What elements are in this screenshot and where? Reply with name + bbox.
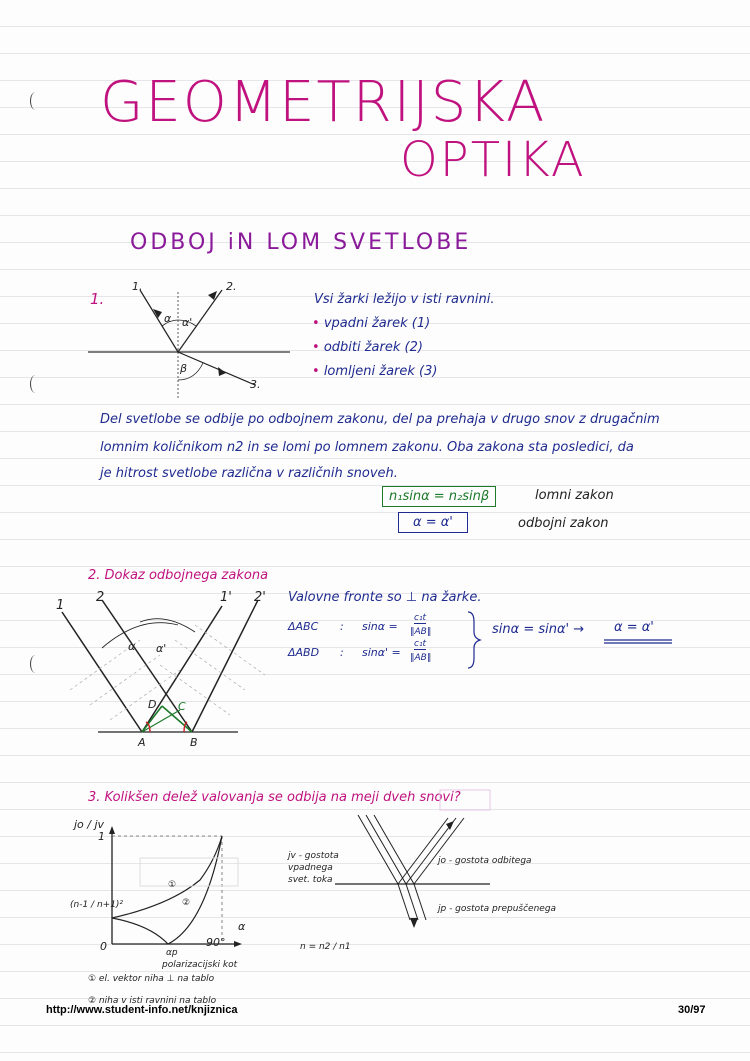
polarization-angle: polarizacijski kot <box>162 960 238 970</box>
ray-label-1: 1. <box>132 280 143 293</box>
formula-refraction: n₁sinα = n₂sinβ <box>389 489 490 504</box>
point-A: A <box>138 736 146 749</box>
footer-url[interactable]: http://www.student-info.net/knjiznica <box>46 1004 238 1016</box>
graph-x-ninety: 90° <box>206 936 226 949</box>
graph-y-ratio: (n-1 / n+1)² <box>70 900 124 910</box>
proof-angle-alpha: α <box>128 640 136 653</box>
n-ratio: n = n2 / n1 <box>300 942 351 952</box>
section2-intro: Valovne fronte so ⊥ na žarke. <box>288 590 482 605</box>
note-1: ① el. vektor niha ⊥ na tablo <box>88 974 215 984</box>
y-axis-arrow <box>109 826 115 834</box>
conclusion: sinα = sinα' → <box>492 622 585 637</box>
triangle-abd: ΔABD <box>288 646 320 659</box>
eq2-num: c₁t <box>414 639 427 649</box>
x-axis-arrow <box>234 941 242 947</box>
section3-heading: 3. Kolikšen delež valovanja se odbija na meji dveh snovi? <box>88 790 461 805</box>
point-C: C <box>178 700 186 713</box>
section-heading: ODBOJ iN LOM SVETLOBE <box>130 230 472 255</box>
eq1-lhs: sinα = <box>362 620 398 633</box>
formula-reflection: α = α' <box>413 515 453 530</box>
paragraph-line-2: lomnim količnikom n2 in se lomi po lomnem zakonu. Oba zakona sta posledici, da <box>100 440 634 455</box>
alpha-p: αp <box>166 948 178 958</box>
graph-y-one: 1 <box>98 830 105 843</box>
note-2: ② niha v isti ravnini na tablo <box>88 996 217 1006</box>
label-refraction-law: lomni zakon <box>535 488 614 503</box>
result: α = α' <box>614 620 654 635</box>
proof-label-2p: 2' <box>254 590 266 605</box>
colon-1: : <box>340 620 344 633</box>
proof-label-1p: 1' <box>220 590 232 605</box>
section2-heading: 2. Dokaz odbojnega zakona <box>88 568 269 583</box>
curve-label-1: ① <box>168 880 177 890</box>
angle-alpha: α <box>164 312 172 325</box>
proof-label-1: 1 <box>56 598 65 613</box>
ghost-box <box>140 858 238 886</box>
angle-beta: β <box>180 362 188 375</box>
page-title-line2: OPTIKA <box>400 132 586 188</box>
point-B: B <box>190 736 198 749</box>
paragraph-line-3: je hitrost svetlobe različna v različnih snoveh. <box>100 466 398 481</box>
proof-angle-alpha-prime: α' <box>156 642 167 655</box>
section1-intro: Vsi žarki ležijo v isti ravnini. <box>314 292 495 307</box>
section1-number: 1. <box>90 290 105 308</box>
graph-y-label: jo / jv <box>74 818 105 831</box>
jv-label: jv - gostota vpadnega svet. toka <box>288 851 339 885</box>
label-reflection-law: odbojni zakon <box>518 516 609 531</box>
graph-x-zero: 0 <box>100 940 107 953</box>
angle-alpha-prime: α' <box>182 316 193 329</box>
paragraph-line-1: Del svetlobe se odbije po odbojnem zakonu, del pa prehaja v drugo snov z drugačnim <box>100 412 660 427</box>
proof-label-2: 2 <box>96 590 105 605</box>
jp-label: jp - gostota prepuščenega <box>438 904 557 914</box>
ray-label-2: 2. <box>226 280 237 293</box>
curve-1 <box>112 836 222 918</box>
curve-2 <box>112 836 222 944</box>
bullet-reflected: • odbiti žarek (2) <box>312 340 423 355</box>
ray-label-3: 3. <box>250 378 261 391</box>
jo-label: jo - gostota odbitega <box>438 856 532 866</box>
eq1-den: ‖AB‖ <box>410 627 432 637</box>
point-D: D <box>148 698 157 711</box>
eq2-den: ‖AB‖ <box>410 653 432 663</box>
colon-2: : <box>340 646 344 659</box>
page-number: 30/97 <box>678 1004 706 1016</box>
ghost-box-2 <box>440 790 490 810</box>
graph-x-alpha: α <box>238 920 246 933</box>
curve-label-2: ② <box>182 898 191 908</box>
page-title: GEOMETRIJSKA <box>100 70 547 135</box>
bullet-incident: • vpadni žarek (1) <box>312 316 431 331</box>
triangle-abc: ΔABC <box>288 620 319 633</box>
eq2-lhs: sinα' = <box>362 646 401 659</box>
bullet-refracted: • lomljeni žarek (3) <box>312 364 438 379</box>
eq1-num: c₁t <box>414 613 427 623</box>
